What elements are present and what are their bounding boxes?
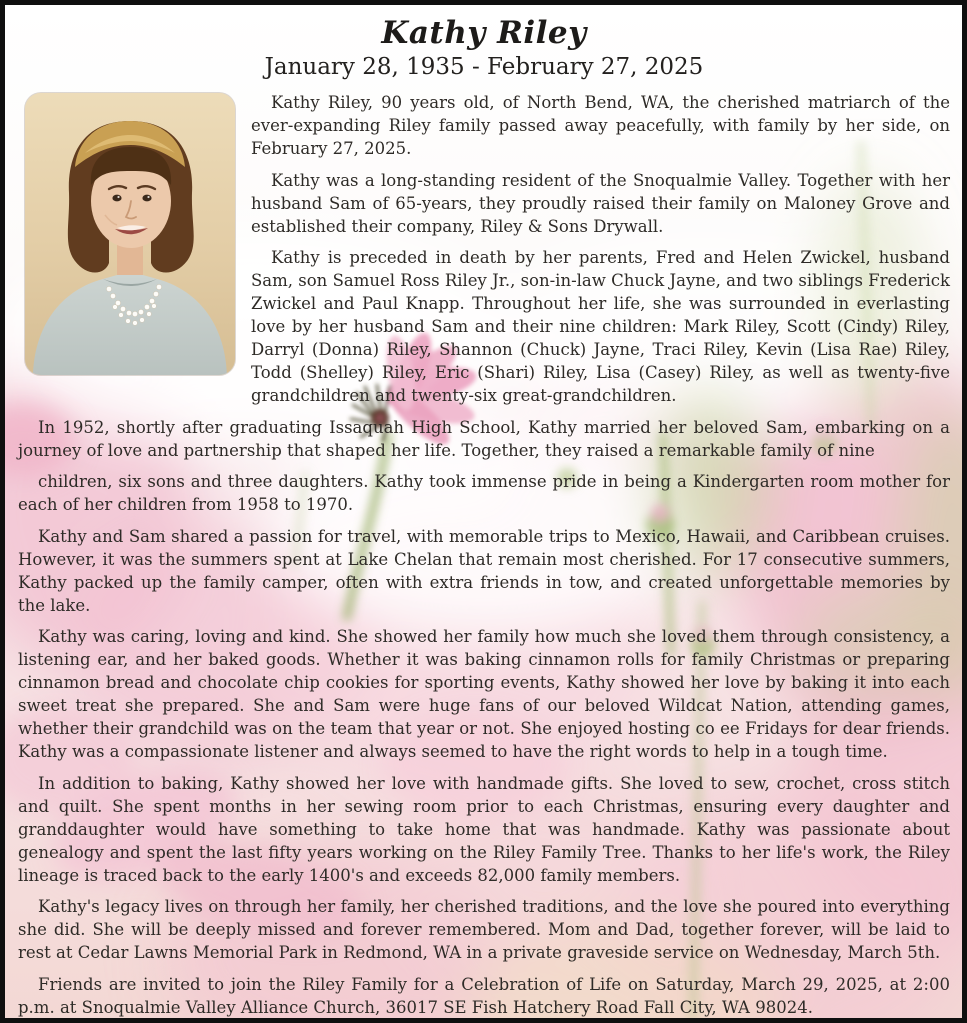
page-title: Kathy Riley	[381, 15, 587, 51]
obituary-paragraph: Kathy was caring, loving and kind. She showed her family how much she loved them through consistency, a listening ear, and her baked goods. Whether it was baking cinnamon rolls for family Christmas or preparing cinnamon bread and chocolate chip cookies for sporting events, Kathy showed her love by baking it into each sweet treat she prepared. She and Sam were huge fans of our beloved Wildcat Nation, attending games, whether their grandchild was on the team that year or not. She enjoyed hosting co ee Fridays for dear friends. Kathy was a compassionate listener and always seemed to have the right words to help in a tough time.	[18, 627, 950, 761]
obituary-paragraph: Kathy is preceded in death by her parents, Fred and Helen Zwickel, husband Sam, son Samuel Ross Riley Jr., son-in-law Chuck Jayne, and two siblings Frederick Zwickel and Paul Knapp. Throughout her life, she was surrounded in everlasting love by her husband Sam and their nine children: Mark Riley, Scott (Cindy) Riley, Darryl (Donna) Riley, Shannon (Chuck) Jayne, Traci Riley, Kevin (Lisa Rae) Riley, Todd (Shelley) Riley, Eric (Shari) Riley, Lisa (Casey) Riley, as well as twenty-five grandchildren and twenty-six great-grandchildren.	[251, 248, 950, 405]
life-dates: January 28, 1935 - February 27, 2025	[264, 54, 704, 80]
portrait-photo	[25, 93, 235, 375]
portrait-illustration	[25, 93, 235, 375]
obituary-body	[18, 91, 950, 1019]
obituary-paragraph: In addition to baking, Kathy showed her love with handmade gifts. She loved to sew, crochet, cross stitch and quilt. She spent months in her sewing room prior to each Christmas, ensuring every daughter and granddaughter would have something to take home that was handmade. Kathy was passionate about genealogy and spent the last fifty years working on the Riley Family Tree. Thanks to her life's work, the Riley lineage is traced back to the early 1400's and exceeds 82,000 family members.	[18, 773, 950, 885]
obituary-paragraph: Friends are invited to join the Riley Family for a Celebration of Life on Saturday, March 29, 2025, at 2:00 p.m. at Snoqualmie Valley Alliance Church, 36017 SE Fish Hatchery Road Fall City, WA 98024.	[18, 974, 950, 1017]
obituary-paragraph: Kathy was a long-standing resident of the Snoqualmie Valley. Together with her husband Sam of 65-years, they proudly raised their family on Maloney Grove and established their company, Riley & Sons Drywall.	[251, 170, 950, 236]
obituary-paragraph: Kathy Riley, 90 years old, of North Bend, WA, the cherished matriarch of the ever-expanding Riley family passed away peacefully, with family by her side, on February 27, 2025.	[251, 93, 950, 158]
obituary-content	[5, 5, 962, 1019]
obituary-paragraph: In 1952, shortly after graduating Issaquah High School, Kathy married her beloved Sam, embarking on a journey of love and partnership that shaped her life. Together, they raised a remarkable family of nine	[18, 417, 950, 460]
obituary-paragraph: children, six sons and three daughters. Kathy took immense pride in being a Kindergarten room mother for each of her children from 1958 to 1970.	[18, 472, 950, 514]
obituary-paragraph: Kathy's legacy lives on through her family, her cherished traditions, and the love she poured into everything she did. She will be deeply missed and forever remembered. Mom and Dad, together forever, will be laid to rest at Cedar Lawns Memorial Park in Redmond, WA in a private graveside service on Wednesday, March 5th.	[18, 897, 950, 962]
obituary-paragraph: Kathy and Sam shared a passion for travel, with memorable trips to Mexico, Hawaii, and Caribbean cruises. However, it was the summers spent at Lake Chelan that remain most cherished. For 17 consecutive summers, Kathy packed up the family camper, often with extra friends in tow, and created unforgettable memories by the lake.	[18, 526, 950, 615]
